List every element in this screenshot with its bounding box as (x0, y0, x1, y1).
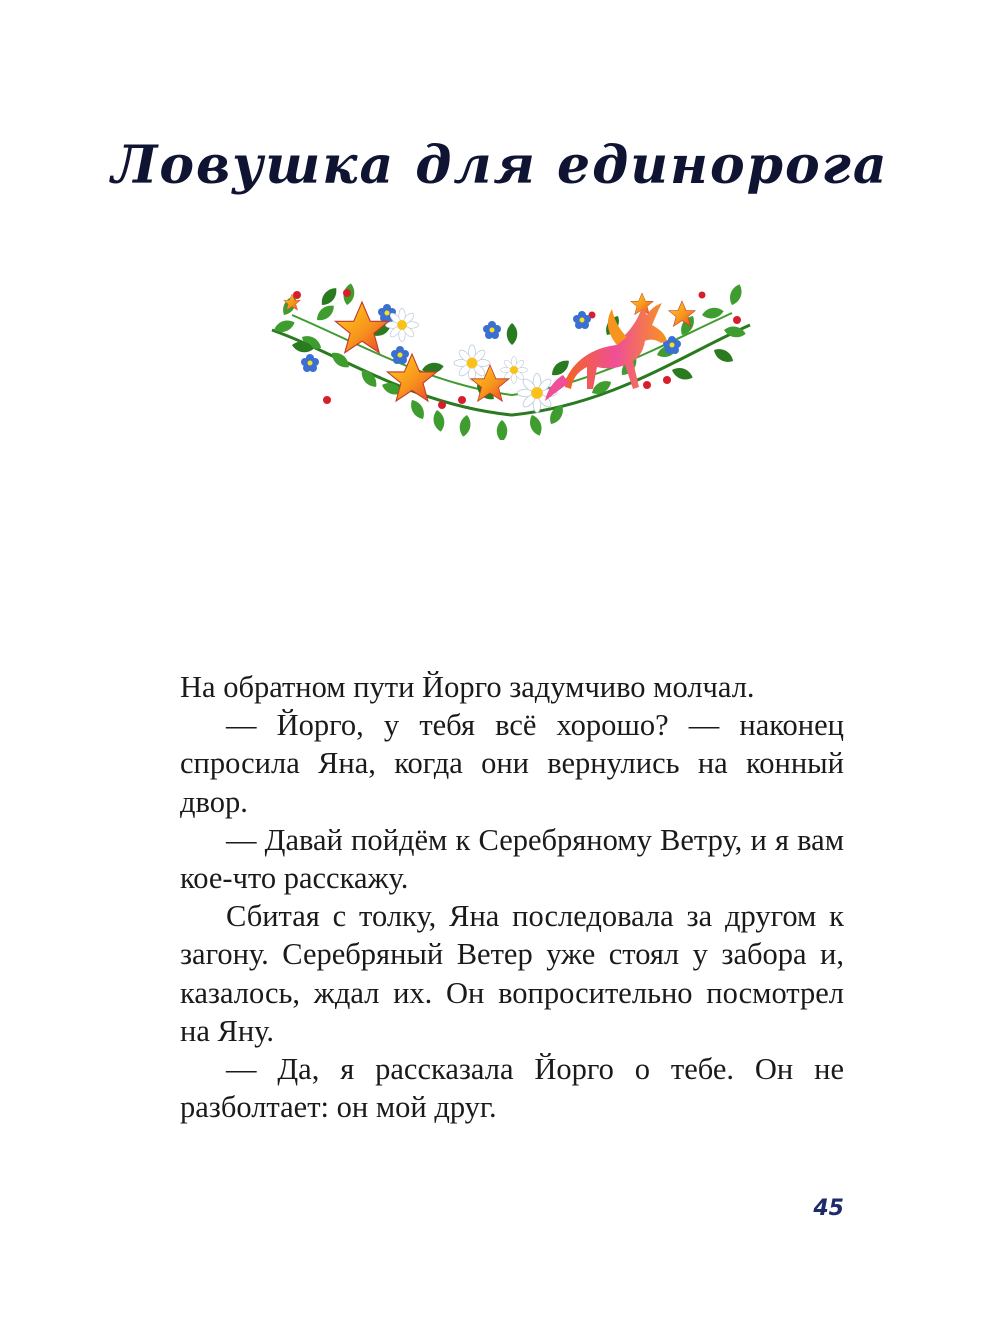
paragraph: Сбитая с толку, Яна последовала за другом к загону. Серебряный Ветер уже стоял у забора и, казалось, ждал их. Он вопросительно посмотрел на Яну. (180, 899, 844, 1048)
chapter-title: Ловушка для единорога (111, 135, 889, 196)
paragraph: На обратном пути Йорго задумчиво молчал. (180, 670, 755, 704)
floral-garland-with-stars-and-unicorn-icon (262, 275, 758, 440)
paragraph: — Давай пойдём к Серебряному Ветру, и я вам кое-что расскажу. (180, 822, 844, 896)
chapter-body-text (180, 668, 844, 1126)
page-number: 45 (813, 1196, 844, 1221)
paragraph: — Йорго, у тебя всё хорошо? — наконец спросила Яна, когда они вернулись на конный двор. (180, 708, 844, 819)
paragraph: — Да, я рассказала Йорго о тебе. Он не разболтает: он мой друг. (180, 1052, 844, 1125)
